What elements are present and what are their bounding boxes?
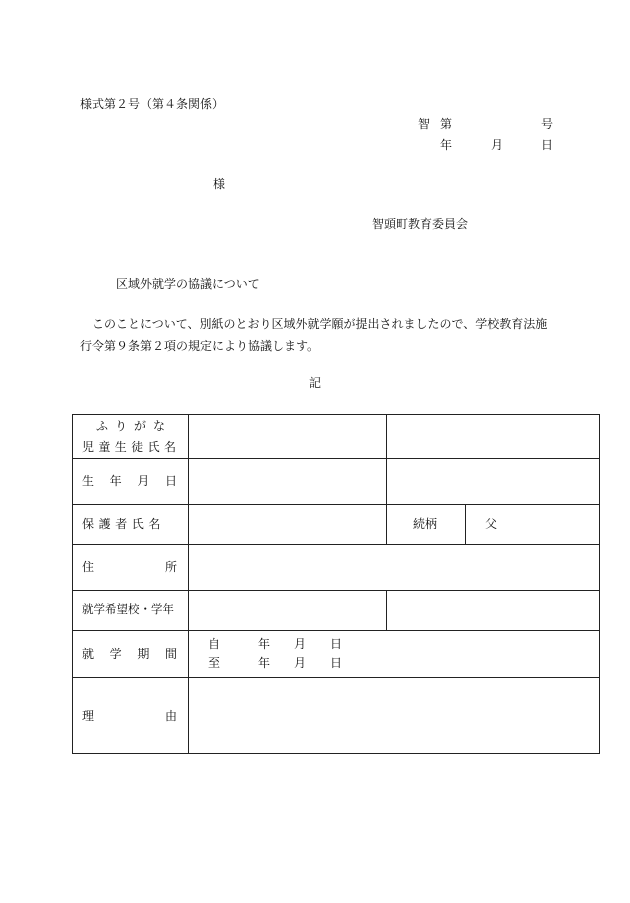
birthdate-char-1: 生 [82,474,95,488]
period-to-day: 日 [330,656,343,670]
ref-gou: 号 [541,117,554,131]
body-line-2: 行令第９条第２項の規定により協議します。 [80,339,320,353]
birthdate-char-3: 月 [137,474,150,488]
reason-char-1: 理 [82,709,95,723]
address-char-2: 所 [164,560,177,574]
reason-label [82,710,177,722]
reason-char-2: 由 [164,709,177,723]
student-name-label: 児童生徒氏名 [82,440,181,454]
addressee-suffix: 様 [213,177,226,191]
date-day: 日 [541,138,554,152]
ki-heading: 記 [309,376,322,390]
guardian-name-field[interactable] [189,505,386,544]
birthdate-char-2: 年 [109,474,122,488]
sender: 智頭町教育委員会 [372,217,469,231]
student-extra-field[interactable] [387,415,599,458]
subject: 区域外就学の協議について [116,277,260,291]
student-name-field[interactable] [189,415,386,458]
period-char-3: 期 [137,647,150,661]
furigana-label [96,420,176,432]
period-from-day: 日 [330,637,343,651]
period-char-4: 間 [164,647,177,661]
ref-dai: 第 [440,117,453,131]
furigana-text: ふりがな [96,419,173,433]
period-label [82,648,177,660]
period-from-month: 月 [294,637,307,651]
period-to-month: 月 [294,656,307,670]
period-to-label: 至 [208,656,221,670]
date-month: 月 [491,138,504,152]
date-year: 年 [440,138,453,152]
address-char-1: 住 [82,560,95,574]
desired-school-label: 就学希望校・学年 [82,602,174,616]
birthdate-char-4: 日 [164,474,177,488]
birthdate-extra-field[interactable] [387,459,599,504]
period-to-year: 年 [258,656,271,670]
form-number: 様式第２号（第４条関係） [80,97,225,111]
period-from-label: 自 [208,637,221,651]
guardian-label: 保護者氏名 [82,517,166,531]
birthdate-label [82,475,177,487]
application-table [72,414,600,754]
desired-school-field[interactable] [189,591,386,630]
ref-prefix: 智 [418,117,431,131]
period-char-1: 就 [82,647,95,661]
address-label [82,561,177,573]
reason-field[interactable] [189,678,599,753]
relation-label: 続柄 [413,517,438,531]
birthdate-field[interactable] [189,459,386,504]
desired-grade-field[interactable] [387,591,599,630]
period-char-2: 学 [109,647,122,661]
body-line-1: このことについて、別紙のとおり区域外就学願が提出されましたので、学校教育法施 [92,317,548,331]
relation-value: 父 [485,517,498,531]
address-field[interactable] [189,545,599,590]
period-from-year: 年 [258,637,271,651]
